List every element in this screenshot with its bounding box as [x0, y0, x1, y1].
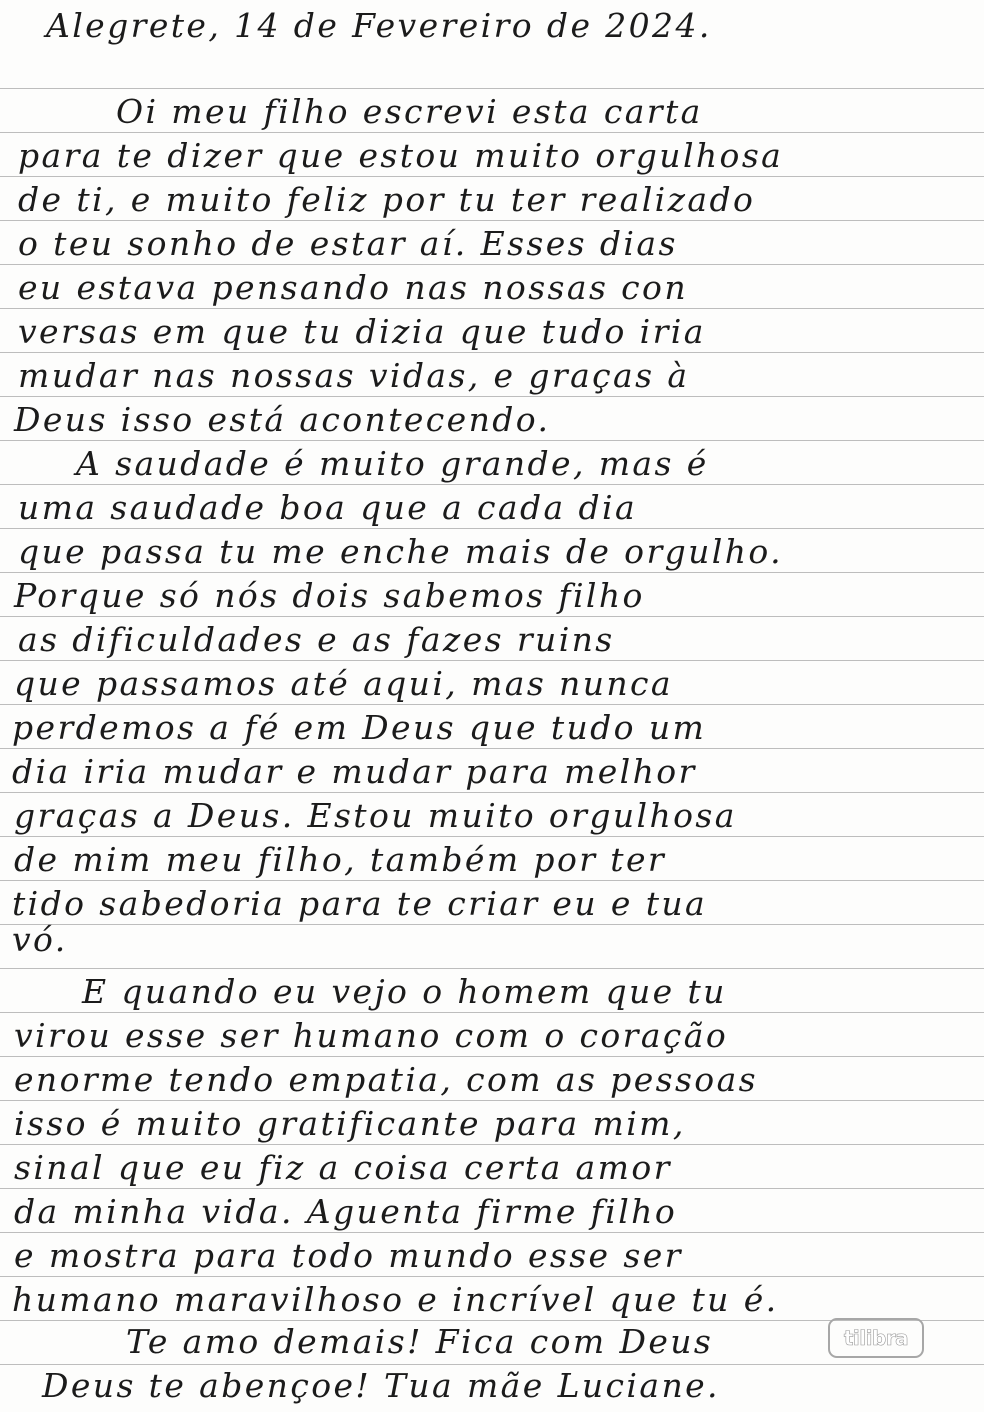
letter-line: de mim meu filho, também por ter [14, 840, 667, 879]
letter-line: Deus isso está acontecendo. [14, 400, 551, 439]
ruled-line [0, 528, 984, 529]
letter-line: enorme tendo empatia, com as pessoas [14, 1060, 758, 1099]
letter-line: versas em que tu dizia que tudo iria [18, 312, 706, 351]
letter-closing: Te amo demais! Fica com Deus [126, 1322, 714, 1361]
letter-line: Porque só nós dois sabemos filho [14, 576, 645, 615]
ruled-line [0, 1100, 984, 1101]
tilibra-logo [828, 1318, 924, 1358]
letter-line: uma saudade boa que a cada dia [18, 488, 638, 527]
ruled-line [0, 220, 984, 221]
letter-line: da minha vida. Aguenta firme filho [14, 1192, 678, 1231]
letter-line: isso é muito gratificante para mim, [14, 1104, 686, 1143]
ruled-line [0, 748, 984, 749]
letter-line: as dificuldades e as fazes ruins [18, 620, 615, 659]
brand-label: tilibra [843, 1326, 909, 1350]
ruled-line [0, 264, 984, 265]
ruled-line [0, 1364, 984, 1365]
ruled-line [0, 132, 984, 133]
ruled-line [0, 924, 984, 925]
letter-line: humano maravilhoso e incrível que tu é. [12, 1280, 779, 1319]
ruled-line [0, 1056, 984, 1057]
letter-date: Alegrete, 14 de Fevereiro de 2024. [46, 6, 712, 45]
ruled-line [0, 1188, 984, 1189]
ruled-line [0, 704, 984, 705]
letter-line: eu estava pensando nas nossas con [18, 268, 688, 307]
letter-line: A saudade é muito grande, mas é [76, 444, 709, 483]
ruled-line [0, 1276, 984, 1277]
letter-line: o teu sonho de estar aí. Esses dias [18, 224, 678, 263]
ruled-line [0, 572, 984, 573]
letter-line: tido sabedoria para te criar eu e tua [12, 884, 708, 923]
ruled-line [0, 352, 984, 353]
letter-line: de ti, e muito feliz por tu ter realizado [18, 180, 756, 219]
letter-line: para te dizer que estou muito orgulhosa [18, 136, 784, 175]
ruled-line [0, 1144, 984, 1145]
letter-line: e mostra para todo mundo esse ser [14, 1236, 683, 1275]
ruled-line [0, 484, 984, 485]
letter-line: dia iria mudar e mudar para melhor [12, 752, 697, 791]
ruled-line [0, 616, 984, 617]
letter-line: que passamos até aqui, mas nunca [14, 664, 673, 703]
letter-line: mudar nas nossas vidas, e graças à [18, 356, 690, 395]
ruled-line [0, 1012, 984, 1013]
letter-line: perdemos a fé em Deus que tudo um [12, 708, 707, 747]
ruled-line [0, 396, 984, 397]
ruled-line [0, 968, 984, 969]
letter-line: sinal que eu fiz a coisa certa amor [14, 1148, 672, 1187]
letter-line: E quando eu vejo o homem que tu [82, 972, 727, 1011]
letter-line: vó. [12, 920, 68, 959]
ruled-line [0, 880, 984, 881]
letter-line: virou esse ser humano com o coração [14, 1016, 729, 1055]
ruled-line [0, 88, 984, 89]
ruled-line [0, 176, 984, 177]
ruled-line [0, 308, 984, 309]
letter-signature-line: Deus te abençoe! Tua mãe Luciane. [42, 1366, 720, 1405]
ruled-line [0, 440, 984, 441]
letter-line: que passa tu me enche mais de orgulho. [18, 532, 783, 571]
ruled-line [0, 1232, 984, 1233]
ruled-line [0, 792, 984, 793]
ruled-line [0, 836, 984, 837]
letter-line: Oi meu filho escrevi esta carta [116, 92, 703, 131]
ruled-line [0, 660, 984, 661]
letter-line: graças a Deus. Estou muito orgulhosa [14, 796, 737, 835]
